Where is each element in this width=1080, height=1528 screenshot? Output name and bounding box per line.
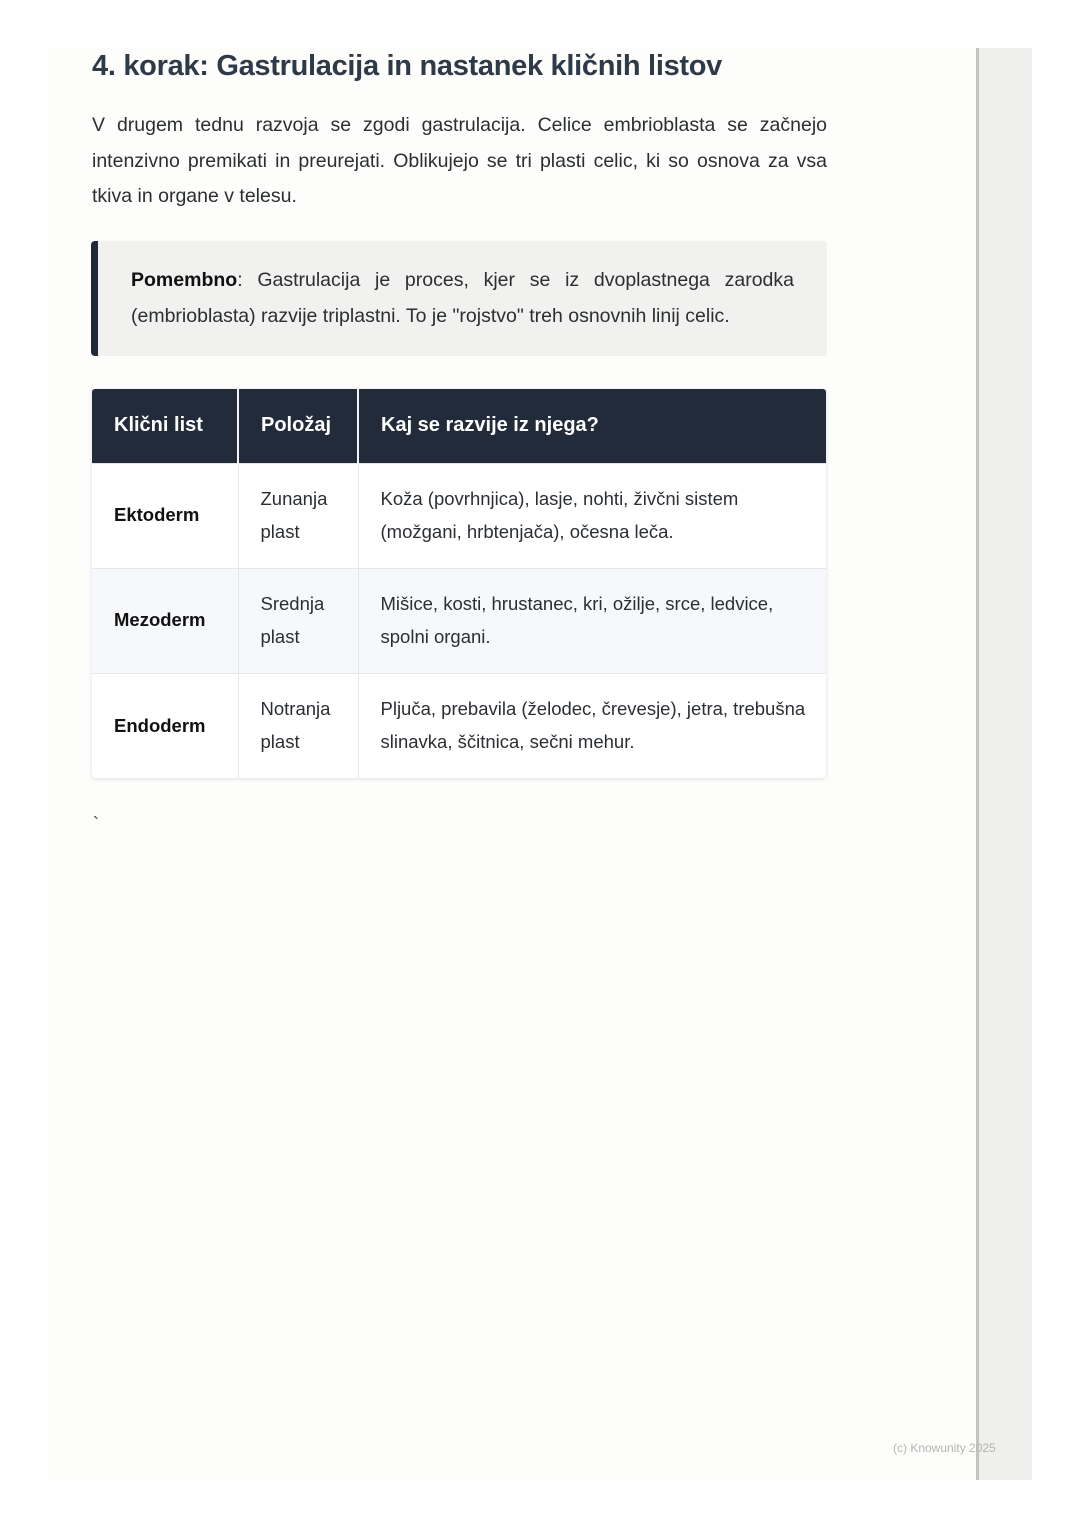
header-germ-layer: Klični list	[92, 389, 238, 463]
table-row	[92, 568, 826, 673]
intro-paragraph: V drugem tednu razvoja se zgodi gastrulacija. Celice embrioblasta se začnejo intenzivno premikati in preurejati. Oblikujejo se tri plasti celic, ki so osnova za vsa tkiva in organe v telesu.	[92, 114, 827, 207]
layer-name-cell: Endoderm	[92, 673, 238, 778]
position-cell: Zunanja plast	[238, 463, 358, 568]
layer-name-cell: Mezoderm	[92, 568, 238, 673]
callout-text: : Gastrulacija je proces, kjer se iz dvoplastnega zarodka (embrioblasta) razvije triplastni. To je "rojstvo" treh osnovnih linij celic.	[131, 269, 794, 327]
germ-layer-table	[92, 389, 826, 778]
develops-cell: Koža (povrhnjica), lasje, nohti, živčni sistem (možgani, hrbtenjača), očesna leča.	[358, 463, 826, 568]
callout-label: Pomembno	[131, 269, 238, 291]
position-cell: Srednja plast	[238, 568, 358, 673]
position-cell: Notranja plast	[238, 673, 358, 778]
header-develops: Kaj se razvije iz njega?	[358, 389, 826, 463]
scrollbar[interactable]	[976, 48, 1032, 1480]
important-callout	[91, 241, 827, 356]
develops-cell: Pljuča, prebavila (želodec, črevesje), jetra, trebušna slinavka, ščitnica, sečni mehur.	[358, 673, 826, 778]
develops-cell: Mišice, kosti, hrustanec, kri, ožilje, srce, ledvice, spolni organi.	[358, 568, 826, 673]
table-header-row	[92, 389, 826, 463]
page-title: 4. korak: Gastrulacija in nastanek kličnih listov	[92, 50, 722, 82]
header-position: Položaj	[238, 389, 358, 463]
layer-name-cell: Ektoderm	[92, 463, 238, 568]
table-row	[92, 463, 826, 568]
copyright-footer: (c) Knowunity 2025	[893, 1441, 996, 1455]
stray-backtick: `	[93, 814, 99, 834]
table-row	[92, 673, 826, 778]
